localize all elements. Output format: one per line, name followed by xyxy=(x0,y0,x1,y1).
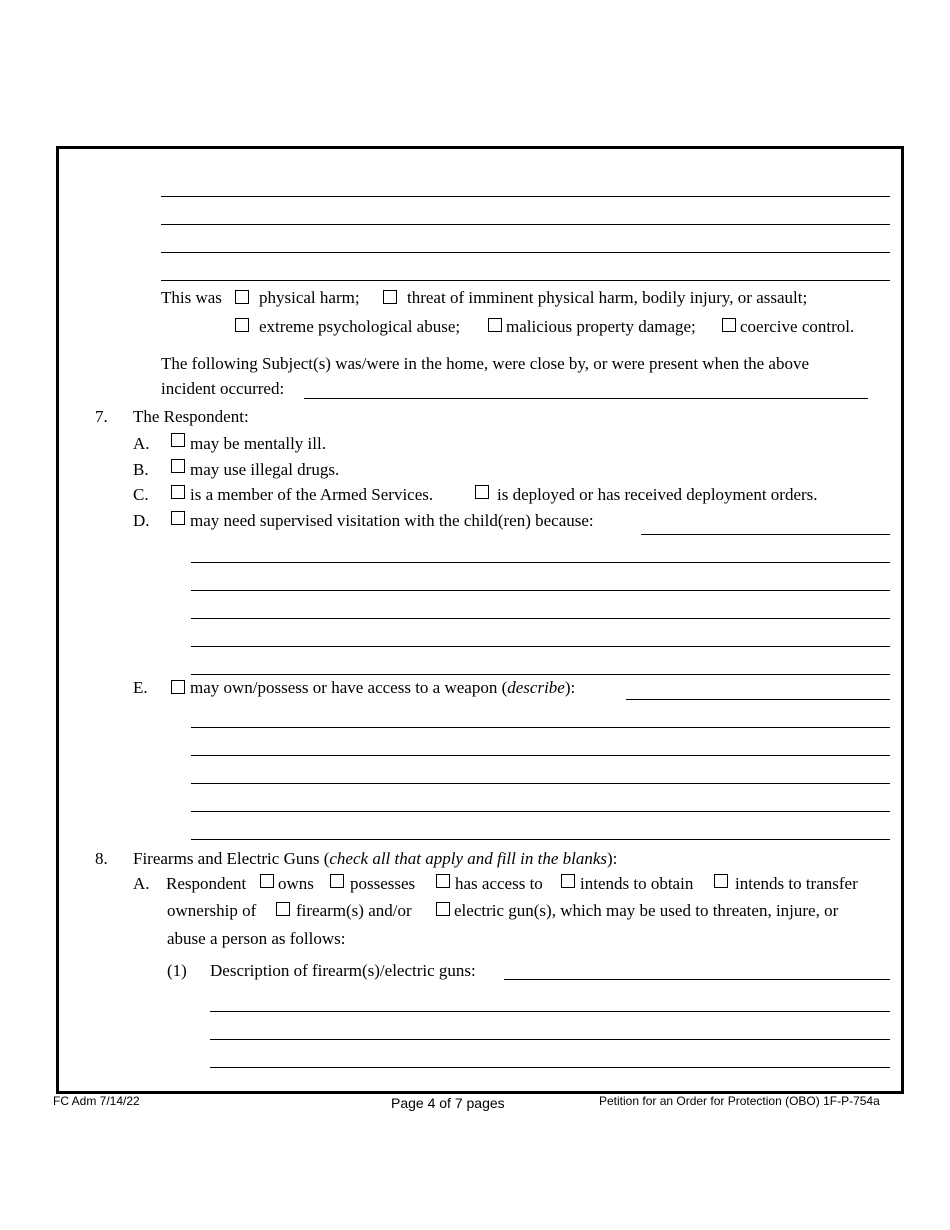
ownership-of-label: ownership of xyxy=(167,901,257,920)
section-7-number: 7. xyxy=(95,407,108,426)
firearms-label: firearm(s) and/or xyxy=(296,901,412,920)
weapon-description-line-5[interactable] xyxy=(191,811,890,812)
threat-harm-label: threat of imminent physical harm, bodily injury, or assault; xyxy=(407,288,808,307)
coercive-control-checkbox[interactable] xyxy=(722,318,736,332)
sub-item-1-number: (1) xyxy=(167,961,187,980)
weapon-description-line-4[interactable] xyxy=(191,783,890,784)
physical-harm-checkbox[interactable] xyxy=(235,290,249,304)
subjects-text-line2: incident occurred: xyxy=(161,379,285,398)
weapon-description-line-6[interactable] xyxy=(191,839,890,840)
section-8-number: 8. xyxy=(95,849,108,868)
intends-transfer-checkbox[interactable] xyxy=(714,874,728,888)
incident-line-3[interactable] xyxy=(161,252,890,253)
armed-services-label: is a member of the Armed Services. xyxy=(190,485,434,504)
psych-abuse-checkbox[interactable] xyxy=(235,318,249,332)
respondent-label: Respondent xyxy=(166,874,247,893)
coercive-control-label: coercive control. xyxy=(740,317,855,336)
threat-harm-checkbox[interactable] xyxy=(383,290,397,304)
item-8a-letter: A. xyxy=(133,874,150,893)
abuse-person-text: abuse a person as follows: xyxy=(167,929,346,948)
property-damage-label: malicious property damage; xyxy=(506,317,696,336)
incident-line-2[interactable] xyxy=(161,224,890,225)
owns-checkbox[interactable] xyxy=(260,874,274,888)
firearms-checkbox[interactable] xyxy=(276,902,290,916)
section-8-title: Firearms and Electric Guns (check all that apply and fill in the blanks): xyxy=(133,849,618,868)
firearm-description-label: Description of firearm(s)/electric guns: xyxy=(210,961,476,980)
section-7-title: The Respondent: xyxy=(133,407,249,426)
supervised-visitation-checkbox[interactable] xyxy=(171,511,185,525)
electric-guns-checkbox[interactable] xyxy=(436,902,450,916)
mentally-ill-checkbox[interactable] xyxy=(171,433,185,447)
item-c-letter: C. xyxy=(133,485,149,504)
has-access-label: has access to xyxy=(455,874,543,893)
firearm-description-line-2[interactable] xyxy=(210,1011,890,1012)
weapon-description-line-2[interactable] xyxy=(191,727,890,728)
item-a-letter: A. xyxy=(133,434,150,453)
psych-abuse-label: extreme psychological abuse; xyxy=(259,317,461,336)
firearm-description-line-4[interactable] xyxy=(210,1067,890,1068)
illegal-drugs-checkbox[interactable] xyxy=(171,459,185,473)
visitation-reason-line-4[interactable] xyxy=(191,618,890,619)
has-access-checkbox[interactable] xyxy=(436,874,450,888)
visitation-reason-line-2[interactable] xyxy=(191,562,890,563)
subjects-text-line1: The following Subject(s) was/were in the home, were close by, or were present when the above xyxy=(161,354,809,373)
visitation-reason-line-6[interactable] xyxy=(191,674,890,675)
property-damage-checkbox[interactable] xyxy=(488,318,502,332)
footer-form-title: Petition for an Order for Protection (OBO) 1F-P-754a xyxy=(599,1094,880,1108)
visitation-reason-line-1[interactable] xyxy=(641,534,890,535)
electric-guns-label: electric gun(s), which may be used to threaten, injure, or xyxy=(454,901,839,920)
intends-obtain-label: intends to obtain xyxy=(580,874,694,893)
subjects-input-line[interactable] xyxy=(304,398,868,399)
illegal-drugs-label: may use illegal drugs. xyxy=(190,460,340,479)
intends-obtain-checkbox[interactable] xyxy=(561,874,575,888)
intends-transfer-label: intends to transfer xyxy=(735,874,858,893)
physical-harm-label: physical harm; xyxy=(259,288,360,307)
visitation-reason-line-3[interactable] xyxy=(191,590,890,591)
possesses-label: possesses xyxy=(350,874,416,893)
deployed-label: is deployed or has received deployment orders. xyxy=(497,485,818,504)
this-was-label: This was xyxy=(161,288,222,307)
armed-services-checkbox[interactable] xyxy=(171,485,185,499)
weapon-checkbox[interactable] xyxy=(171,680,185,694)
owns-label: owns xyxy=(278,874,314,893)
footer-page-number: Page 4 of 7 pages xyxy=(391,1095,505,1111)
incident-line-4[interactable] xyxy=(161,280,890,281)
incident-line-1[interactable] xyxy=(161,196,890,197)
weapon-description-line-3[interactable] xyxy=(191,755,890,756)
weapon-description-line-1[interactable] xyxy=(626,699,890,700)
footer-form-code: FC Adm 7/14/22 xyxy=(53,1094,140,1108)
firearm-description-line-3[interactable] xyxy=(210,1039,890,1040)
supervised-visitation-label: may need supervised visitation with the child(ren) because: xyxy=(190,511,594,530)
visitation-reason-line-5[interactable] xyxy=(191,646,890,647)
item-d-letter: D. xyxy=(133,511,150,530)
item-b-letter: B. xyxy=(133,460,149,479)
deployed-checkbox[interactable] xyxy=(475,485,489,499)
firearm-description-line-1[interactable] xyxy=(504,979,890,980)
possesses-checkbox[interactable] xyxy=(330,874,344,888)
weapon-label: may own/possess or have access to a weapon (describe): xyxy=(190,678,576,697)
mentally-ill-label: may be mentally ill. xyxy=(190,434,326,453)
item-e-letter: E. xyxy=(133,678,148,697)
